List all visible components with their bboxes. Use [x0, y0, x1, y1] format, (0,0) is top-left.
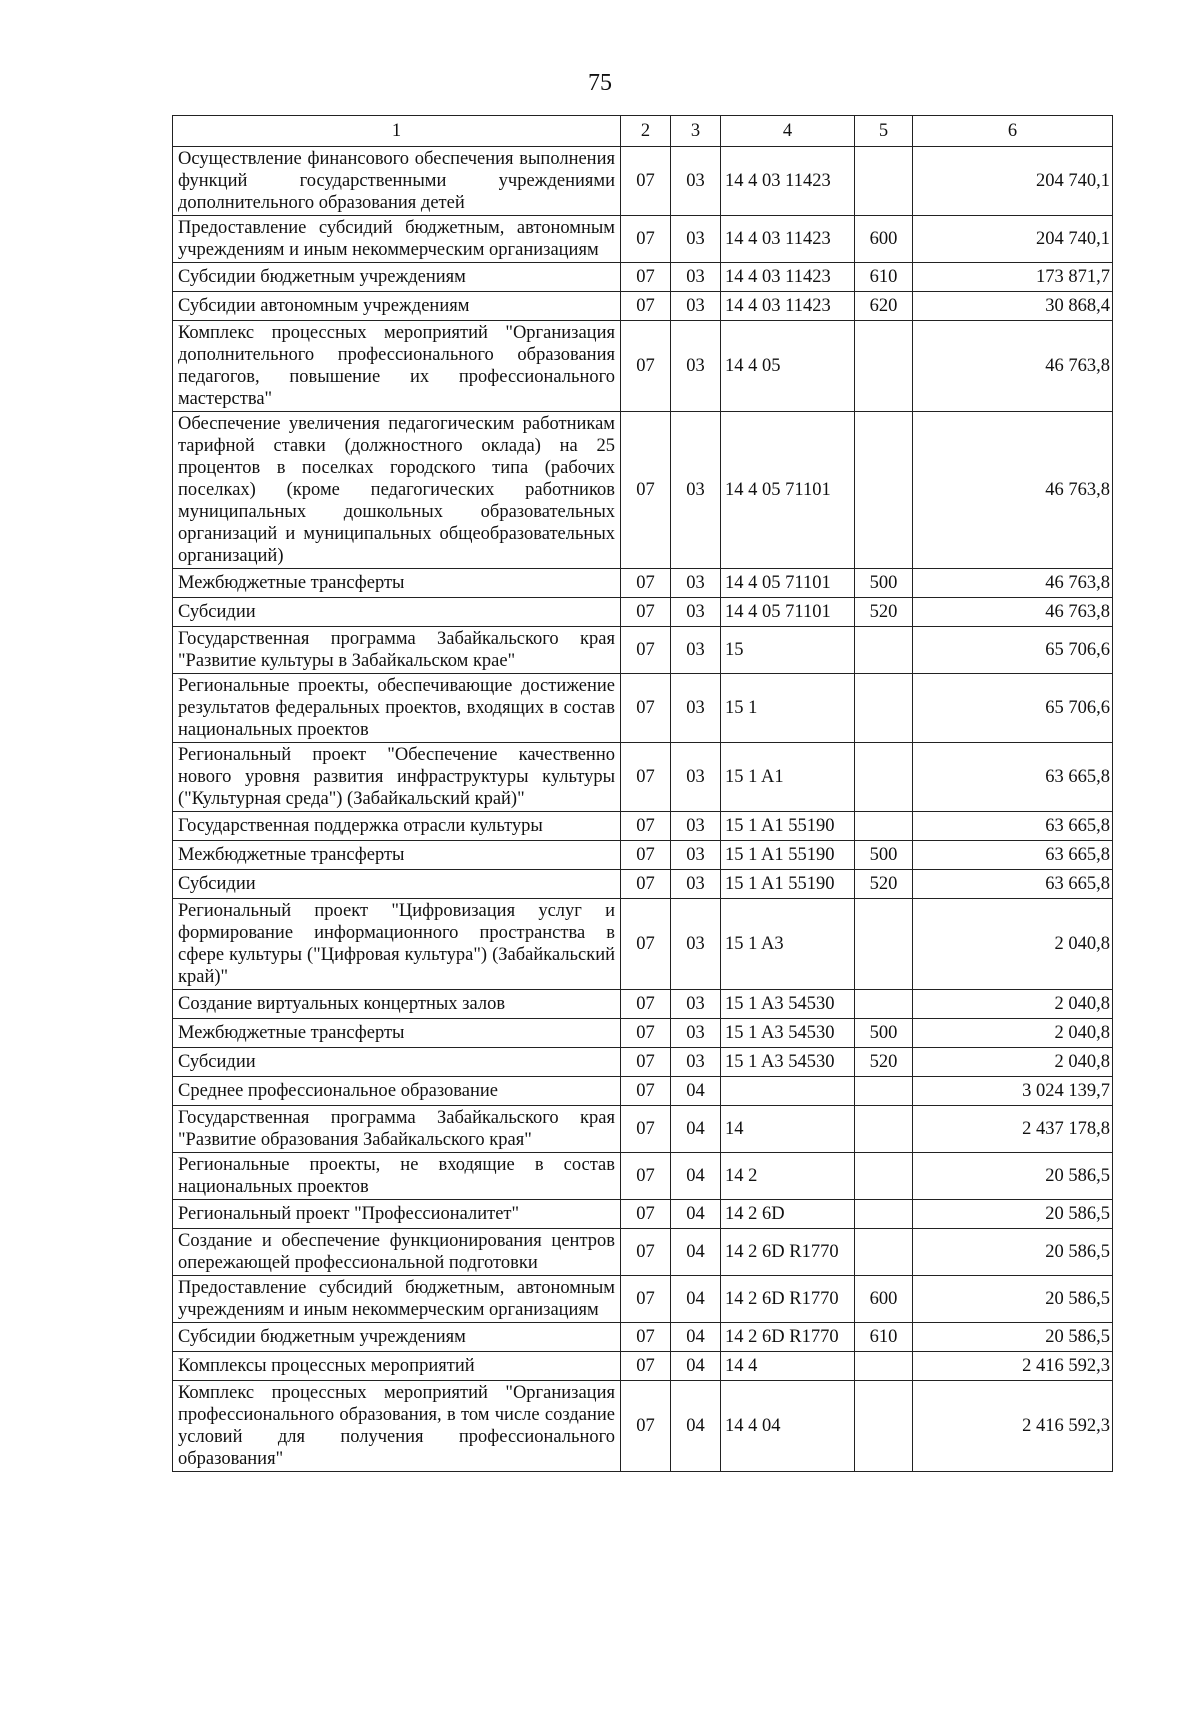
row-subsection-cell: 03 — [671, 598, 721, 627]
row-subsection-cell: 04 — [671, 1323, 721, 1352]
row-expense-type-cell — [855, 1200, 913, 1229]
row-target-article-cell: 14 — [721, 1106, 855, 1153]
row-sum-cell: 63 665,8 — [913, 812, 1113, 841]
row-section-cell: 07 — [621, 899, 671, 990]
row-name-cell: Государственная поддержка отрасли культуры — [173, 812, 621, 841]
row-name-cell: Субсидии — [173, 1048, 621, 1077]
table-row — [173, 216, 1113, 263]
row-expense-type-cell: 500 — [855, 1019, 913, 1048]
row-expense-type-cell: 600 — [855, 216, 913, 263]
row-target-article-cell: 15 — [721, 627, 855, 674]
table-row — [173, 1048, 1113, 1077]
row-subsection-cell: 03 — [671, 674, 721, 743]
page-number: 75 — [588, 70, 612, 96]
table-row — [173, 1352, 1113, 1381]
row-expense-type-cell — [855, 743, 913, 812]
row-expense-type-cell — [855, 1381, 913, 1472]
header-col-2: 2 — [621, 116, 671, 147]
row-sum-cell: 2 040,8 — [913, 899, 1113, 990]
row-sum-cell: 20 586,5 — [913, 1323, 1113, 1352]
row-target-article-cell: 14 4 03 11423 — [721, 263, 855, 292]
row-section-cell: 07 — [621, 841, 671, 870]
row-name-cell: Межбюджетные трансферты — [173, 1019, 621, 1048]
header-col-6: 6 — [913, 116, 1113, 147]
row-expense-type-cell — [855, 990, 913, 1019]
table-row — [173, 812, 1113, 841]
table-row — [173, 1229, 1113, 1276]
budget-table — [172, 115, 1113, 1472]
row-subsection-cell: 03 — [671, 292, 721, 321]
row-subsection-cell: 03 — [671, 990, 721, 1019]
table-row — [173, 321, 1113, 412]
table-row — [173, 1077, 1113, 1106]
row-target-article-cell: 15 1 A1 55190 — [721, 812, 855, 841]
header-col-4: 4 — [721, 116, 855, 147]
row-expense-type-cell: 520 — [855, 870, 913, 899]
row-subsection-cell: 03 — [671, 321, 721, 412]
row-expense-type-cell — [855, 812, 913, 841]
row-name-cell: Субсидии — [173, 598, 621, 627]
row-subsection-cell: 03 — [671, 1019, 721, 1048]
row-section-cell: 07 — [621, 321, 671, 412]
row-name-cell: Межбюджетные трансферты — [173, 841, 621, 870]
row-target-article-cell: 15 1 — [721, 674, 855, 743]
row-target-article-cell: 14 2 6D R1770 — [721, 1323, 855, 1352]
row-sum-cell: 204 740,1 — [913, 216, 1113, 263]
row-name-cell: Обеспечение увеличения педагогическим работникам тарифной ставки (должностного оклада) на 25 процентов в поселках городского типа (рабочих поселках) (кроме педагогических работников муниципальных дошкольных образовательных организаций и муниципальных общеобразовательных организаций) — [173, 412, 621, 569]
row-subsection-cell: 03 — [671, 627, 721, 674]
row-name-cell: Комплекс процессных мероприятий "Организация дополнительного профессионального образования педагогов, повышение их профессионального мастерства" — [173, 321, 621, 412]
row-name-cell: Региональный проект "Цифровизация услуг и формирование информационного пространства в сфере культуры ("Цифровая культура") (Забайкальский край)" — [173, 899, 621, 990]
row-sum-cell: 63 665,8 — [913, 743, 1113, 812]
row-sum-cell: 2 416 592,3 — [913, 1381, 1113, 1472]
row-expense-type-cell — [855, 321, 913, 412]
row-section-cell: 07 — [621, 1229, 671, 1276]
row-sum-cell: 20 586,5 — [913, 1276, 1113, 1323]
row-section-cell: 07 — [621, 147, 671, 216]
table-row — [173, 1381, 1113, 1472]
row-sum-cell: 20 586,5 — [913, 1229, 1113, 1276]
row-section-cell: 07 — [621, 412, 671, 569]
row-subsection-cell: 03 — [671, 1048, 721, 1077]
table-body — [173, 147, 1113, 1472]
row-subsection-cell: 03 — [671, 569, 721, 598]
row-target-article-cell: 14 4 — [721, 1352, 855, 1381]
table-row — [173, 899, 1113, 990]
row-target-article-cell: 14 4 05 71101 — [721, 412, 855, 569]
row-sum-cell: 20 586,5 — [913, 1153, 1113, 1200]
row-target-article-cell: 14 4 05 71101 — [721, 569, 855, 598]
row-name-cell: Субсидии автономным учреждениям — [173, 292, 621, 321]
row-name-cell: Государственная программа Забайкальского края "Развитие образования Забайкальского края" — [173, 1106, 621, 1153]
row-expense-type-cell — [855, 674, 913, 743]
row-section-cell: 07 — [621, 1153, 671, 1200]
row-section-cell: 07 — [621, 990, 671, 1019]
row-subsection-cell: 04 — [671, 1381, 721, 1472]
row-name-cell: Предоставление субсидий бюджетным, автономным учреждениям и иным некоммерческим организациям — [173, 1276, 621, 1323]
row-section-cell: 07 — [621, 1323, 671, 1352]
row-subsection-cell: 04 — [671, 1276, 721, 1323]
row-expense-type-cell — [855, 627, 913, 674]
row-target-article-cell: 15 1 A1 55190 — [721, 870, 855, 899]
row-section-cell: 07 — [621, 1352, 671, 1381]
row-sum-cell: 2 040,8 — [913, 1019, 1113, 1048]
row-subsection-cell: 03 — [671, 412, 721, 569]
row-target-article-cell: 15 1 A3 54530 — [721, 990, 855, 1019]
row-subsection-cell: 03 — [671, 841, 721, 870]
row-sum-cell: 20 586,5 — [913, 1200, 1113, 1229]
row-section-cell: 07 — [621, 1276, 671, 1323]
table-row — [173, 147, 1113, 216]
row-section-cell: 07 — [621, 1106, 671, 1153]
row-target-article-cell: 14 4 05 71101 — [721, 598, 855, 627]
row-expense-type-cell: 500 — [855, 841, 913, 870]
row-sum-cell: 46 763,8 — [913, 569, 1113, 598]
header-col-1: 1 — [173, 116, 621, 147]
table-row — [173, 1323, 1113, 1352]
row-section-cell: 07 — [621, 627, 671, 674]
row-expense-type-cell: 520 — [855, 598, 913, 627]
row-name-cell: Создание виртуальных концертных залов — [173, 990, 621, 1019]
row-target-article-cell — [721, 1077, 855, 1106]
row-section-cell: 07 — [621, 1077, 671, 1106]
row-expense-type-cell: 610 — [855, 263, 913, 292]
table-row — [173, 1153, 1113, 1200]
row-name-cell: Комплекс процессных мероприятий "Организация профессионального образования, в том числе создание условий для получения профессионального образования" — [173, 1381, 621, 1472]
table-row — [173, 870, 1113, 899]
row-section-cell: 07 — [621, 870, 671, 899]
row-sum-cell: 30 868,4 — [913, 292, 1113, 321]
table-row — [173, 1276, 1113, 1323]
row-subsection-cell: 03 — [671, 216, 721, 263]
row-expense-type-cell: 620 — [855, 292, 913, 321]
row-target-article-cell: 14 4 03 11423 — [721, 147, 855, 216]
row-subsection-cell: 03 — [671, 812, 721, 841]
row-section-cell: 07 — [621, 569, 671, 598]
row-expense-type-cell: 600 — [855, 1276, 913, 1323]
row-sum-cell: 2 040,8 — [913, 1048, 1113, 1077]
table-row — [173, 1019, 1113, 1048]
row-subsection-cell: 04 — [671, 1229, 721, 1276]
row-section-cell: 07 — [621, 216, 671, 263]
table-header-row — [173, 116, 1113, 147]
row-sum-cell: 2 040,8 — [913, 990, 1113, 1019]
row-sum-cell: 46 763,8 — [913, 598, 1113, 627]
row-subsection-cell: 03 — [671, 870, 721, 899]
row-target-article-cell: 15 1 A3 54530 — [721, 1048, 855, 1077]
row-target-article-cell: 14 2 6D R1770 — [721, 1229, 855, 1276]
row-target-article-cell: 15 1 A1 — [721, 743, 855, 812]
row-target-article-cell: 14 4 03 11423 — [721, 216, 855, 263]
row-name-cell: Государственная программа Забайкальского края "Развитие культуры в Забайкальском крае" — [173, 627, 621, 674]
header-col-3: 3 — [671, 116, 721, 147]
row-expense-type-cell — [855, 1153, 913, 1200]
row-section-cell: 07 — [621, 1048, 671, 1077]
row-section-cell: 07 — [621, 1019, 671, 1048]
row-expense-type-cell — [855, 1352, 913, 1381]
row-expense-type-cell — [855, 1229, 913, 1276]
row-subsection-cell: 04 — [671, 1077, 721, 1106]
table-row — [173, 412, 1113, 569]
row-expense-type-cell — [855, 147, 913, 216]
row-name-cell: Предоставление субсидий бюджетным, автономным учреждениям и иным некоммерческим организациям — [173, 216, 621, 263]
row-name-cell: Региональный проект "Обеспечение качественно нового уровня развития инфраструктуры культуры ("Культурная среда") (Забайкальский край)" — [173, 743, 621, 812]
row-sum-cell: 46 763,8 — [913, 412, 1113, 569]
row-name-cell: Осуществление финансового обеспечения выполнения функций государственными учреждениями дополнительного образования детей — [173, 147, 621, 216]
row-name-cell: Межбюджетные трансферты — [173, 569, 621, 598]
table-row — [173, 292, 1113, 321]
row-sum-cell: 2 416 592,3 — [913, 1352, 1113, 1381]
row-sum-cell: 204 740,1 — [913, 147, 1113, 216]
row-subsection-cell: 04 — [671, 1106, 721, 1153]
row-subsection-cell: 03 — [671, 147, 721, 216]
row-target-article-cell: 14 4 04 — [721, 1381, 855, 1472]
row-section-cell: 07 — [621, 674, 671, 743]
row-target-article-cell: 14 4 03 11423 — [721, 292, 855, 321]
table-row — [173, 569, 1113, 598]
table-row — [173, 627, 1113, 674]
row-section-cell: 07 — [621, 1381, 671, 1472]
row-sum-cell: 3 024 139,7 — [913, 1077, 1113, 1106]
row-name-cell: Региональные проекты, не входящие в состав национальных проектов — [173, 1153, 621, 1200]
row-target-article-cell: 14 4 05 — [721, 321, 855, 412]
table-row — [173, 990, 1113, 1019]
row-name-cell: Комплексы процессных мероприятий — [173, 1352, 621, 1381]
row-target-article-cell: 15 1 A1 55190 — [721, 841, 855, 870]
row-name-cell: Субсидии бюджетным учреждениям — [173, 1323, 621, 1352]
table-row — [173, 598, 1113, 627]
table-row — [173, 1200, 1113, 1229]
row-name-cell: Субсидии бюджетным учреждениям — [173, 263, 621, 292]
row-section-cell: 07 — [621, 263, 671, 292]
row-name-cell: Среднее профессиональное образование — [173, 1077, 621, 1106]
table-row — [173, 743, 1113, 812]
row-expense-type-cell — [855, 899, 913, 990]
row-name-cell: Субсидии — [173, 870, 621, 899]
row-name-cell: Создание и обеспечение функционирования центров опережающей профессиональной подготовки — [173, 1229, 621, 1276]
row-expense-type-cell: 500 — [855, 569, 913, 598]
table-row — [173, 841, 1113, 870]
row-sum-cell: 63 665,8 — [913, 870, 1113, 899]
row-expense-type-cell: 610 — [855, 1323, 913, 1352]
table-row — [173, 263, 1113, 292]
row-subsection-cell: 04 — [671, 1153, 721, 1200]
row-subsection-cell: 03 — [671, 743, 721, 812]
row-expense-type-cell — [855, 1106, 913, 1153]
table-row — [173, 674, 1113, 743]
row-expense-type-cell — [855, 1077, 913, 1106]
header-col-5: 5 — [855, 116, 913, 147]
row-section-cell: 07 — [621, 292, 671, 321]
row-target-article-cell: 14 2 — [721, 1153, 855, 1200]
row-expense-type-cell: 520 — [855, 1048, 913, 1077]
row-target-article-cell: 14 2 6D — [721, 1200, 855, 1229]
row-sum-cell: 46 763,8 — [913, 321, 1113, 412]
row-subsection-cell: 04 — [671, 1352, 721, 1381]
row-sum-cell: 65 706,6 — [913, 627, 1113, 674]
row-section-cell: 07 — [621, 1200, 671, 1229]
table-row — [173, 1106, 1113, 1153]
row-expense-type-cell — [855, 412, 913, 569]
row-subsection-cell: 04 — [671, 1200, 721, 1229]
row-target-article-cell: 15 1 A3 — [721, 899, 855, 990]
row-subsection-cell: 03 — [671, 263, 721, 292]
row-target-article-cell: 14 2 6D R1770 — [721, 1276, 855, 1323]
row-target-article-cell: 15 1 A3 54530 — [721, 1019, 855, 1048]
row-name-cell: Региональные проекты, обеспечивающие достижение результатов федеральных проектов, входящих в состав национальных проектов — [173, 674, 621, 743]
row-subsection-cell: 03 — [671, 899, 721, 990]
row-section-cell: 07 — [621, 743, 671, 812]
row-sum-cell: 173 871,7 — [913, 263, 1113, 292]
row-name-cell: Региональный проект "Профессионалитет" — [173, 1200, 621, 1229]
row-section-cell: 07 — [621, 598, 671, 627]
row-sum-cell: 63 665,8 — [913, 841, 1113, 870]
row-sum-cell: 2 437 178,8 — [913, 1106, 1113, 1153]
row-sum-cell: 65 706,6 — [913, 674, 1113, 743]
row-section-cell: 07 — [621, 812, 671, 841]
